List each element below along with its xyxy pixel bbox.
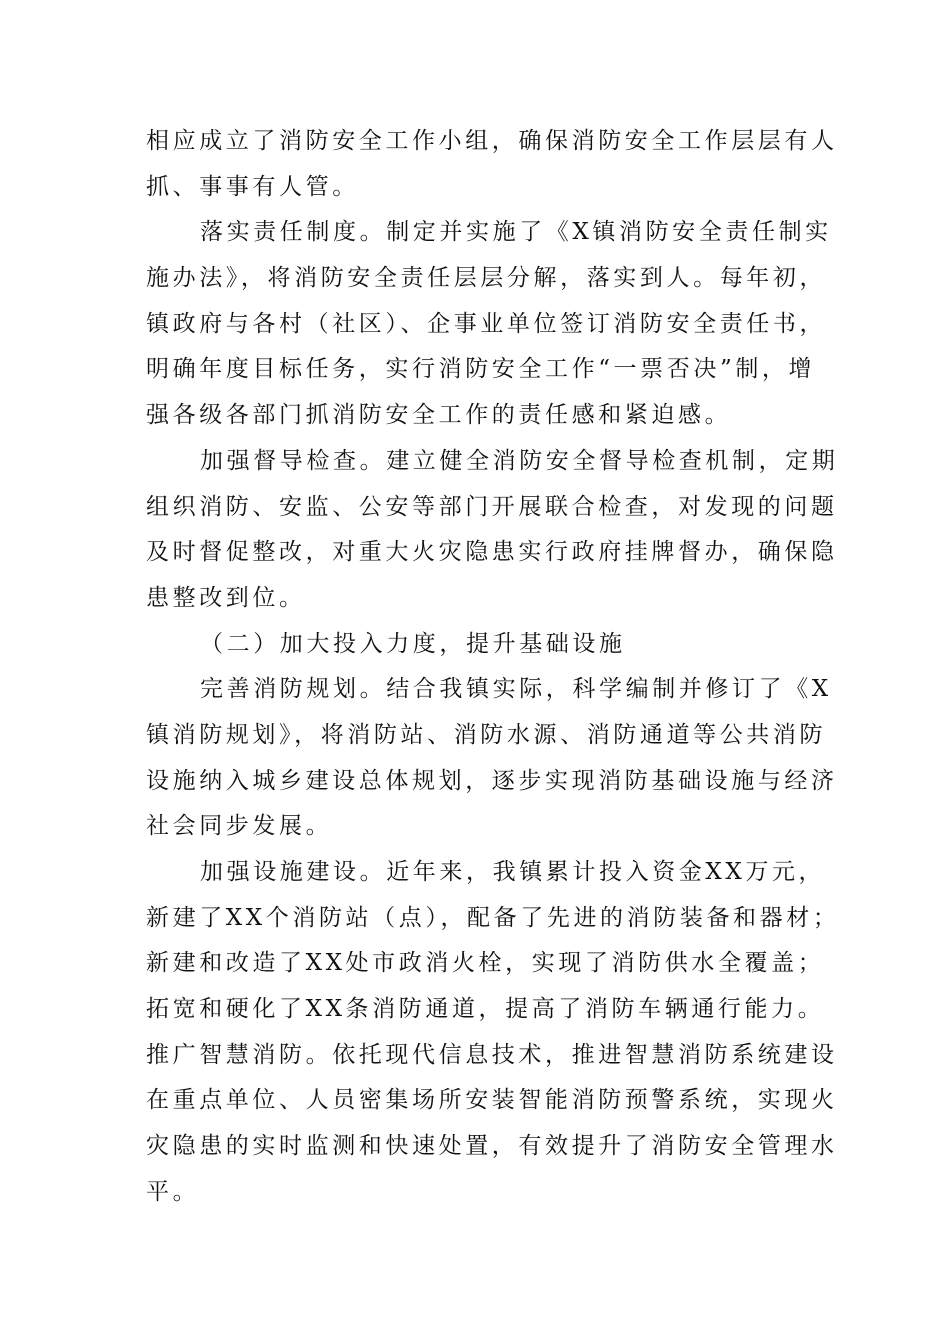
text-line: 平。 <box>146 1178 200 1205</box>
text-line: 社会同步发展。 <box>146 813 333 840</box>
text-line: 抓、事事有人管。 <box>146 173 359 200</box>
text-line: 镇消防规划》，将消防站、消防水源、消防通道等公共消防 <box>146 721 827 748</box>
text-line: 相应成立了消防安全工作小组，确保消防安全工作层层有人 <box>146 128 838 154</box>
paragraph-start-line: 加强督导检查。建立健全消防安全督导检查机制，定期 <box>200 447 839 474</box>
text-line: 明确年度目标任务，实行消防安全工作“一票否决”制，增 <box>146 356 816 383</box>
paragraph-start-line: 落实责任制度。制定并实施了《X镇消防安全责任制实 <box>200 219 832 246</box>
text-line: 拓宽和硬化了XX条消防通道，提高了消防车辆通行能力。 <box>146 996 825 1023</box>
text-line: 镇政府与各村（社区）、企事业单位签订消防安全责任书， <box>146 310 827 337</box>
document-body <box>146 119 840 1216</box>
text-line: 患整改到位。 <box>146 584 306 611</box>
text-line: 施办法》，将消防安全责任层层分解，落实到人。每年初， <box>146 265 827 292</box>
paragraph-start-line: 完善消防规划。结合我镇实际，科学编制并修订了《X <box>200 676 832 703</box>
text-line: 新建了XX个消防站（点），配备了先进的消防装备和器材； <box>146 904 840 931</box>
text-line: 新建和改造了XX处市政消火栓，实现了消防供水全覆盖； <box>146 950 825 977</box>
text-line: 组织消防、安监、公安等部门开展联合检查，对发现的问题 <box>146 493 838 520</box>
text-line: 及时督促整改，对重大火灾隐患实行政府挂牌督办，确保隐 <box>146 539 838 566</box>
paragraph-start-line: 加强设施建设。近年来，我镇累计投入资金XX万元， <box>200 859 826 885</box>
text-line: 设施纳入城乡建设总体规划，逐步实现消防基础设施与经济 <box>146 767 838 794</box>
text-line: 灾隐患的实时监测和快速处置，有效提升了消防安全管理水 <box>146 1133 838 1160</box>
text-line: 强各级各部门抓消防安全工作的责任感和紧迫感。 <box>146 402 732 429</box>
text-line: 在重点单位、人员密集场所安装智能消防预警系统，实现火 <box>146 1087 838 1114</box>
section-heading: （二）加大投入力度，提升基础设施 <box>200 630 626 657</box>
text-line: 推广智慧消防。依托现代信息技术，推进智慧消防系统建设 <box>146 1041 838 1068</box>
